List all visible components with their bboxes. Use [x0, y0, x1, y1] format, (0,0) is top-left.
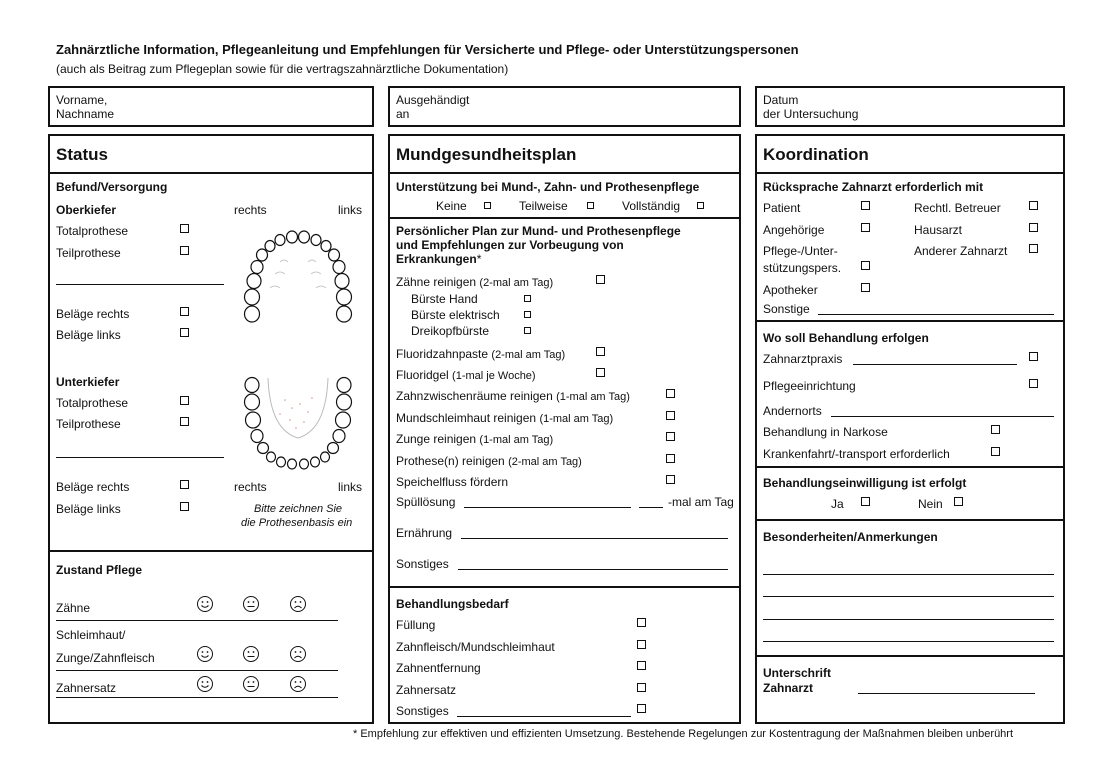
narkose-label: Behandlung in Narkose — [763, 425, 888, 439]
speichelfluss-checkbox[interactable] — [666, 475, 675, 484]
issued-to-field[interactable] — [388, 86, 741, 127]
betreuer-checkbox[interactable] — [1029, 201, 1038, 210]
besonderheiten-line-1[interactable] — [763, 574, 1054, 575]
zwischenraeume-freq: (1-mal am Tag) — [556, 391, 630, 403]
zunge-freq: (1-mal am Tag) — [479, 434, 554, 446]
status-heading: Status — [56, 145, 108, 164]
besonderheiten-line-3[interactable] — [763, 619, 1054, 620]
ok-belaege-links-label: Beläge links — [56, 328, 121, 342]
plan-divider — [388, 172, 741, 174]
zaehne-reinigen-freq: (2-mal am Tag) — [479, 277, 554, 289]
keine-label: Keine — [436, 199, 467, 213]
ok-totalprothese-label: Totalprothese — [56, 224, 129, 238]
name-field[interactable] — [48, 86, 374, 127]
unterschrift-divider — [755, 655, 1065, 657]
personal-plan-heading-1: Persönlicher Plan zur Mund- und Prothesenpflege — [396, 224, 681, 238]
bedarf-sonstiges-checkbox[interactable] — [637, 704, 646, 713]
zahnentfernung-label: Zahnentfernung — [396, 661, 481, 675]
apotheker-checkbox[interactable] — [861, 283, 870, 292]
mundschleimhaut-checkbox[interactable] — [666, 411, 675, 420]
ok-links-label: links — [338, 203, 363, 217]
prothesen-row — [396, 454, 582, 469]
support-heading: Unterstützung bei Mund-, Zahn- und Prothesenpflege — [396, 180, 700, 194]
zunge-row — [396, 432, 553, 447]
uk-teilprothese-label: Teilprothese — [56, 417, 121, 431]
betreuer-label: Rechtl. Betreuer — [914, 201, 1001, 215]
signature-line[interactable] — [858, 693, 1035, 694]
smiley-good-icon[interactable] — [196, 675, 214, 693]
zahnfleisch-label: Zahnfleisch/Mundschleimhaut — [396, 640, 555, 654]
exam-date-field[interactable] — [755, 86, 1065, 127]
support-divider — [388, 217, 741, 219]
keine-checkbox[interactable] — [484, 202, 491, 209]
unterschrift-label-2: Zahnarzt — [763, 681, 814, 695]
smiley-bad-icon[interactable] — [289, 675, 307, 693]
patient-label: Patient — [763, 201, 801, 215]
ok-totalprothese-checkbox[interactable] — [180, 224, 189, 233]
schleimhaut-label-2: Zunge/Zahnfleisch — [56, 651, 155, 665]
mal-am-tag-label: -mal am Tag — [668, 495, 734, 509]
upper-jaw-diagram-icon[interactable] — [230, 222, 370, 330]
bedarf-heading: Behandlungsbedarf — [396, 597, 509, 611]
pflege-label-2: stützungspers. — [763, 261, 842, 275]
bedarf-sonstiges-input[interactable] — [457, 716, 631, 717]
schleimhaut-label-1: Schleimhaut/ — [56, 628, 126, 642]
andernorts-input[interactable] — [831, 416, 1054, 417]
angehoerige-checkbox[interactable] — [861, 223, 870, 232]
unterschrift-label-1: Unterschrift — [763, 666, 832, 680]
teilweise-label: Teilweise — [519, 199, 568, 213]
zahnersatz-status-label: Zahnersatz — [56, 681, 117, 695]
mundschleimhaut-freq: (1-mal am Tag) — [539, 413, 614, 425]
ja-checkbox[interactable] — [861, 497, 870, 506]
fluoridgel-freq: (1-mal je Woche) — [452, 370, 536, 382]
koordination-divider — [755, 172, 1065, 174]
mundschleimhaut-row — [396, 411, 613, 426]
pflegeeinrichtung-checkbox[interactable] — [1029, 379, 1038, 388]
smiley-bad-icon[interactable] — [289, 595, 307, 613]
koord-sonstige-label: Sonstige — [763, 302, 810, 316]
uk-notes-line[interactable] — [56, 457, 224, 458]
uk-totalprothese-checkbox[interactable] — [180, 396, 189, 405]
krankenfahrt-checkbox[interactable] — [991, 447, 1000, 456]
fluoridgel-row — [396, 368, 536, 383]
zaehne-row-line — [56, 620, 338, 621]
nein-checkbox[interactable] — [954, 497, 963, 506]
ja-label: Ja — [831, 497, 844, 511]
bedarf-divider — [388, 586, 741, 588]
status-divider — [48, 172, 374, 174]
fluoridpaste-freq: (2-mal am Tag) — [491, 349, 566, 361]
fuellung-label: Füllung — [396, 618, 436, 632]
buerste-elektrisch-checkbox[interactable] — [524, 311, 531, 318]
zwischenraeume-row — [396, 389, 630, 404]
name-label-2: Nachname — [56, 107, 115, 121]
spuelloesung-freq-input[interactable] — [639, 507, 663, 508]
uk-rechts-label: rechts — [234, 480, 267, 494]
uk-links-label: links — [338, 480, 363, 494]
footer-note: * Empfehlung zur effektiven und effizienten Umsetzung. Bestehende Regelungen zur Kostentragung der Maßnahmen bleiben unberührt — [353, 728, 1014, 740]
fluoridpaste-checkbox[interactable] — [596, 347, 605, 356]
uk-totalprothese-label: Totalprothese — [56, 396, 129, 410]
zunge-label: Zunge reinigen — [396, 432, 477, 446]
uk-belaege-links-label: Beläge links — [56, 502, 121, 516]
anderer-zahnarzt-label: Anderer Zahnarzt — [914, 244, 1008, 258]
uk-belaege-rechts-label: Beläge rechts — [56, 480, 130, 494]
buerste-elektrisch-label: Bürste elektrisch — [411, 308, 500, 322]
uk-teilprothese-checkbox[interactable] — [180, 417, 189, 426]
issued-label-2: an — [396, 107, 410, 121]
befund-heading: Befund/Versorgung — [56, 180, 168, 194]
einwilligung-heading: Behandlungseinwilligung ist erfolgt — [763, 476, 967, 490]
ok-rechts-label: rechts — [234, 203, 267, 217]
ok-belaege-rechts-checkbox[interactable] — [180, 307, 189, 316]
hausarzt-label: Hausarzt — [914, 223, 963, 237]
ok-belaege-links-checkbox[interactable] — [180, 328, 189, 337]
smiley-neutral-icon[interactable] — [242, 675, 260, 693]
ok-notes-line[interactable] — [56, 284, 224, 285]
personal-plan-heading-3 — [396, 252, 481, 266]
date-label-2: der Untersuchung — [763, 107, 859, 121]
nein-label: Nein — [918, 497, 943, 511]
zahnentfernung-checkbox[interactable] — [637, 661, 646, 670]
plan-heading: Mundgesundheitsplan — [396, 145, 577, 164]
angehoerige-label: Angehörige — [763, 223, 825, 237]
bedarf-zahnersatz-label: Zahnersatz — [396, 683, 457, 697]
patient-checkbox[interactable] — [861, 201, 870, 210]
plan-sonstiges-input[interactable] — [458, 569, 728, 570]
ernaehrung-input[interactable] — [461, 538, 728, 539]
prothesen-label: Prothese(n) reinigen — [396, 454, 505, 468]
zahnersatz-row-line — [56, 697, 338, 698]
uk-belaege-rechts-checkbox[interactable] — [180, 480, 189, 489]
ok-teilprothese-label: Teilprothese — [56, 246, 121, 260]
zustand-heading: Zustand Pflege — [56, 563, 143, 577]
buerste-hand-label: Bürste Hand — [411, 292, 478, 306]
ok-belaege-rechts-label: Beläge rechts — [56, 307, 130, 321]
zustand-divider — [48, 550, 374, 552]
fluoridgel-checkbox[interactable] — [596, 368, 605, 377]
pflegeeinrichtung-label: Pflegeeinrichtung — [763, 379, 856, 393]
narkose-checkbox[interactable] — [991, 425, 1000, 434]
smiley-good-icon[interactable] — [196, 645, 214, 663]
date-label-1: Datum — [763, 93, 799, 107]
hausarzt-checkbox[interactable] — [1029, 223, 1038, 232]
smiley-bad-icon[interactable] — [289, 645, 307, 663]
besonderheiten-divider — [755, 519, 1065, 521]
plan-sonstiges-label: Sonstiges — [396, 557, 449, 571]
zaehne-reinigen-checkbox[interactable] — [596, 275, 605, 284]
fluoridgel-label: Fluoridgel — [396, 368, 449, 382]
pflege-label-1: Pflege-/Unter- — [763, 244, 838, 258]
zwischenraeume-checkbox[interactable] — [666, 389, 675, 398]
smiley-good-icon[interactable] — [196, 595, 214, 613]
unterkiefer-label: Unterkiefer — [56, 375, 120, 389]
name-label-1: Vorname, — [56, 93, 108, 107]
oberkiefer-label: Oberkiefer — [56, 203, 117, 217]
ernaehrung-label: Ernährung — [396, 526, 453, 540]
anderer-zahnarzt-checkbox[interactable] — [1029, 244, 1038, 253]
vollstaendig-checkbox[interactable] — [697, 202, 704, 209]
rueckspr-heading: Rücksprache Zahnarzt erforderlich mit — [763, 180, 984, 194]
drawing-hint-1: Bitte zeichnen Sie — [254, 503, 343, 515]
plan-panel — [388, 134, 741, 724]
zahnfleisch-checkbox[interactable] — [637, 640, 646, 649]
besonderheiten-line-4[interactable] — [763, 641, 1054, 642]
asterisk-mark: * — [476, 252, 482, 266]
schleimhaut-row-line — [56, 670, 338, 671]
spuelloesung-input[interactable] — [464, 507, 631, 508]
zahnarztpraxis-input[interactable] — [853, 364, 1017, 365]
andernorts-label: Andernorts — [763, 404, 822, 418]
smiley-neutral-icon[interactable] — [242, 645, 260, 663]
krankenfahrt-label: Krankenfahrt/-transport erforderlich — [763, 447, 950, 461]
prothesen-checkbox[interactable] — [666, 454, 675, 463]
form-subtitle: (auch als Beitrag zum Pflegeplan sowie für die vertragszahnärztliche Dokumentation) — [56, 62, 509, 76]
besonderheiten-line-2[interactable] — [763, 596, 1054, 597]
personal-plan-heading-3-text: Erkrankungen — [396, 252, 477, 266]
zaehne-label: Zähne — [56, 601, 91, 615]
prothesen-freq: (2-mal am Tag) — [508, 456, 582, 468]
smiley-neutral-icon[interactable] — [242, 595, 260, 613]
spuelloesung-label: Spüllösung — [396, 495, 456, 509]
issued-label-1: Ausgehändigt — [396, 93, 470, 107]
besonderheiten-heading: Besonderheiten/Anmerkungen — [763, 530, 938, 544]
vollstaendig-label: Vollständig — [622, 199, 681, 213]
zunge-checkbox[interactable] — [666, 432, 675, 441]
bedarf-zahnersatz-checkbox[interactable] — [637, 683, 646, 692]
mundschleimhaut-label: Mundschleimhaut reinigen — [396, 411, 537, 425]
zaehne-reinigen-label: Zähne reinigen — [396, 275, 477, 289]
apotheker-label: Apotheker — [763, 283, 818, 297]
speichelfluss-label: Speichelfluss fördern — [396, 475, 509, 489]
bedarf-sonstiges-label: Sonstiges — [396, 704, 449, 718]
teilweise-checkbox[interactable] — [587, 202, 594, 209]
buerste-hand-checkbox[interactable] — [524, 295, 531, 302]
fluoridpaste-label: Fluoridzahnpaste — [396, 347, 489, 361]
wo-divider — [755, 320, 1065, 322]
koordination-heading: Koordination — [763, 145, 869, 164]
lower-jaw-diagram-icon[interactable] — [230, 370, 370, 480]
pflege-checkbox[interactable] — [861, 261, 870, 270]
einwilligung-divider — [755, 466, 1065, 468]
dreikopf-label: Dreikopfbürste — [411, 324, 490, 338]
zwischenraeume-label: Zahnzwischenräume reinigen — [396, 389, 553, 403]
dreikopf-checkbox[interactable] — [524, 327, 531, 334]
drawing-hint-2: die Prothesenbasis ein — [241, 517, 353, 529]
wo-heading: Wo soll Behandlung erfolgen — [763, 331, 929, 345]
fuellung-checkbox[interactable] — [637, 618, 646, 627]
zaehne-reinigen-row — [396, 275, 553, 290]
personal-plan-heading-2: und Empfehlungen zur Vorbeugung von — [396, 238, 624, 252]
zahnarztpraxis-checkbox[interactable] — [1029, 352, 1038, 361]
zahnarztpraxis-label: Zahnarztpraxis — [763, 352, 843, 366]
ok-teilprothese-checkbox[interactable] — [180, 246, 189, 255]
form-title: Zahnärztliche Information, Pflegeanleitung und Empfehlungen für Versicherte und Pflege- oder Unterstützungspersonen — [56, 42, 799, 57]
fluoridpaste-row — [396, 347, 565, 362]
uk-belaege-links-checkbox[interactable] — [180, 502, 189, 511]
koord-sonstige-input[interactable] — [818, 314, 1054, 315]
